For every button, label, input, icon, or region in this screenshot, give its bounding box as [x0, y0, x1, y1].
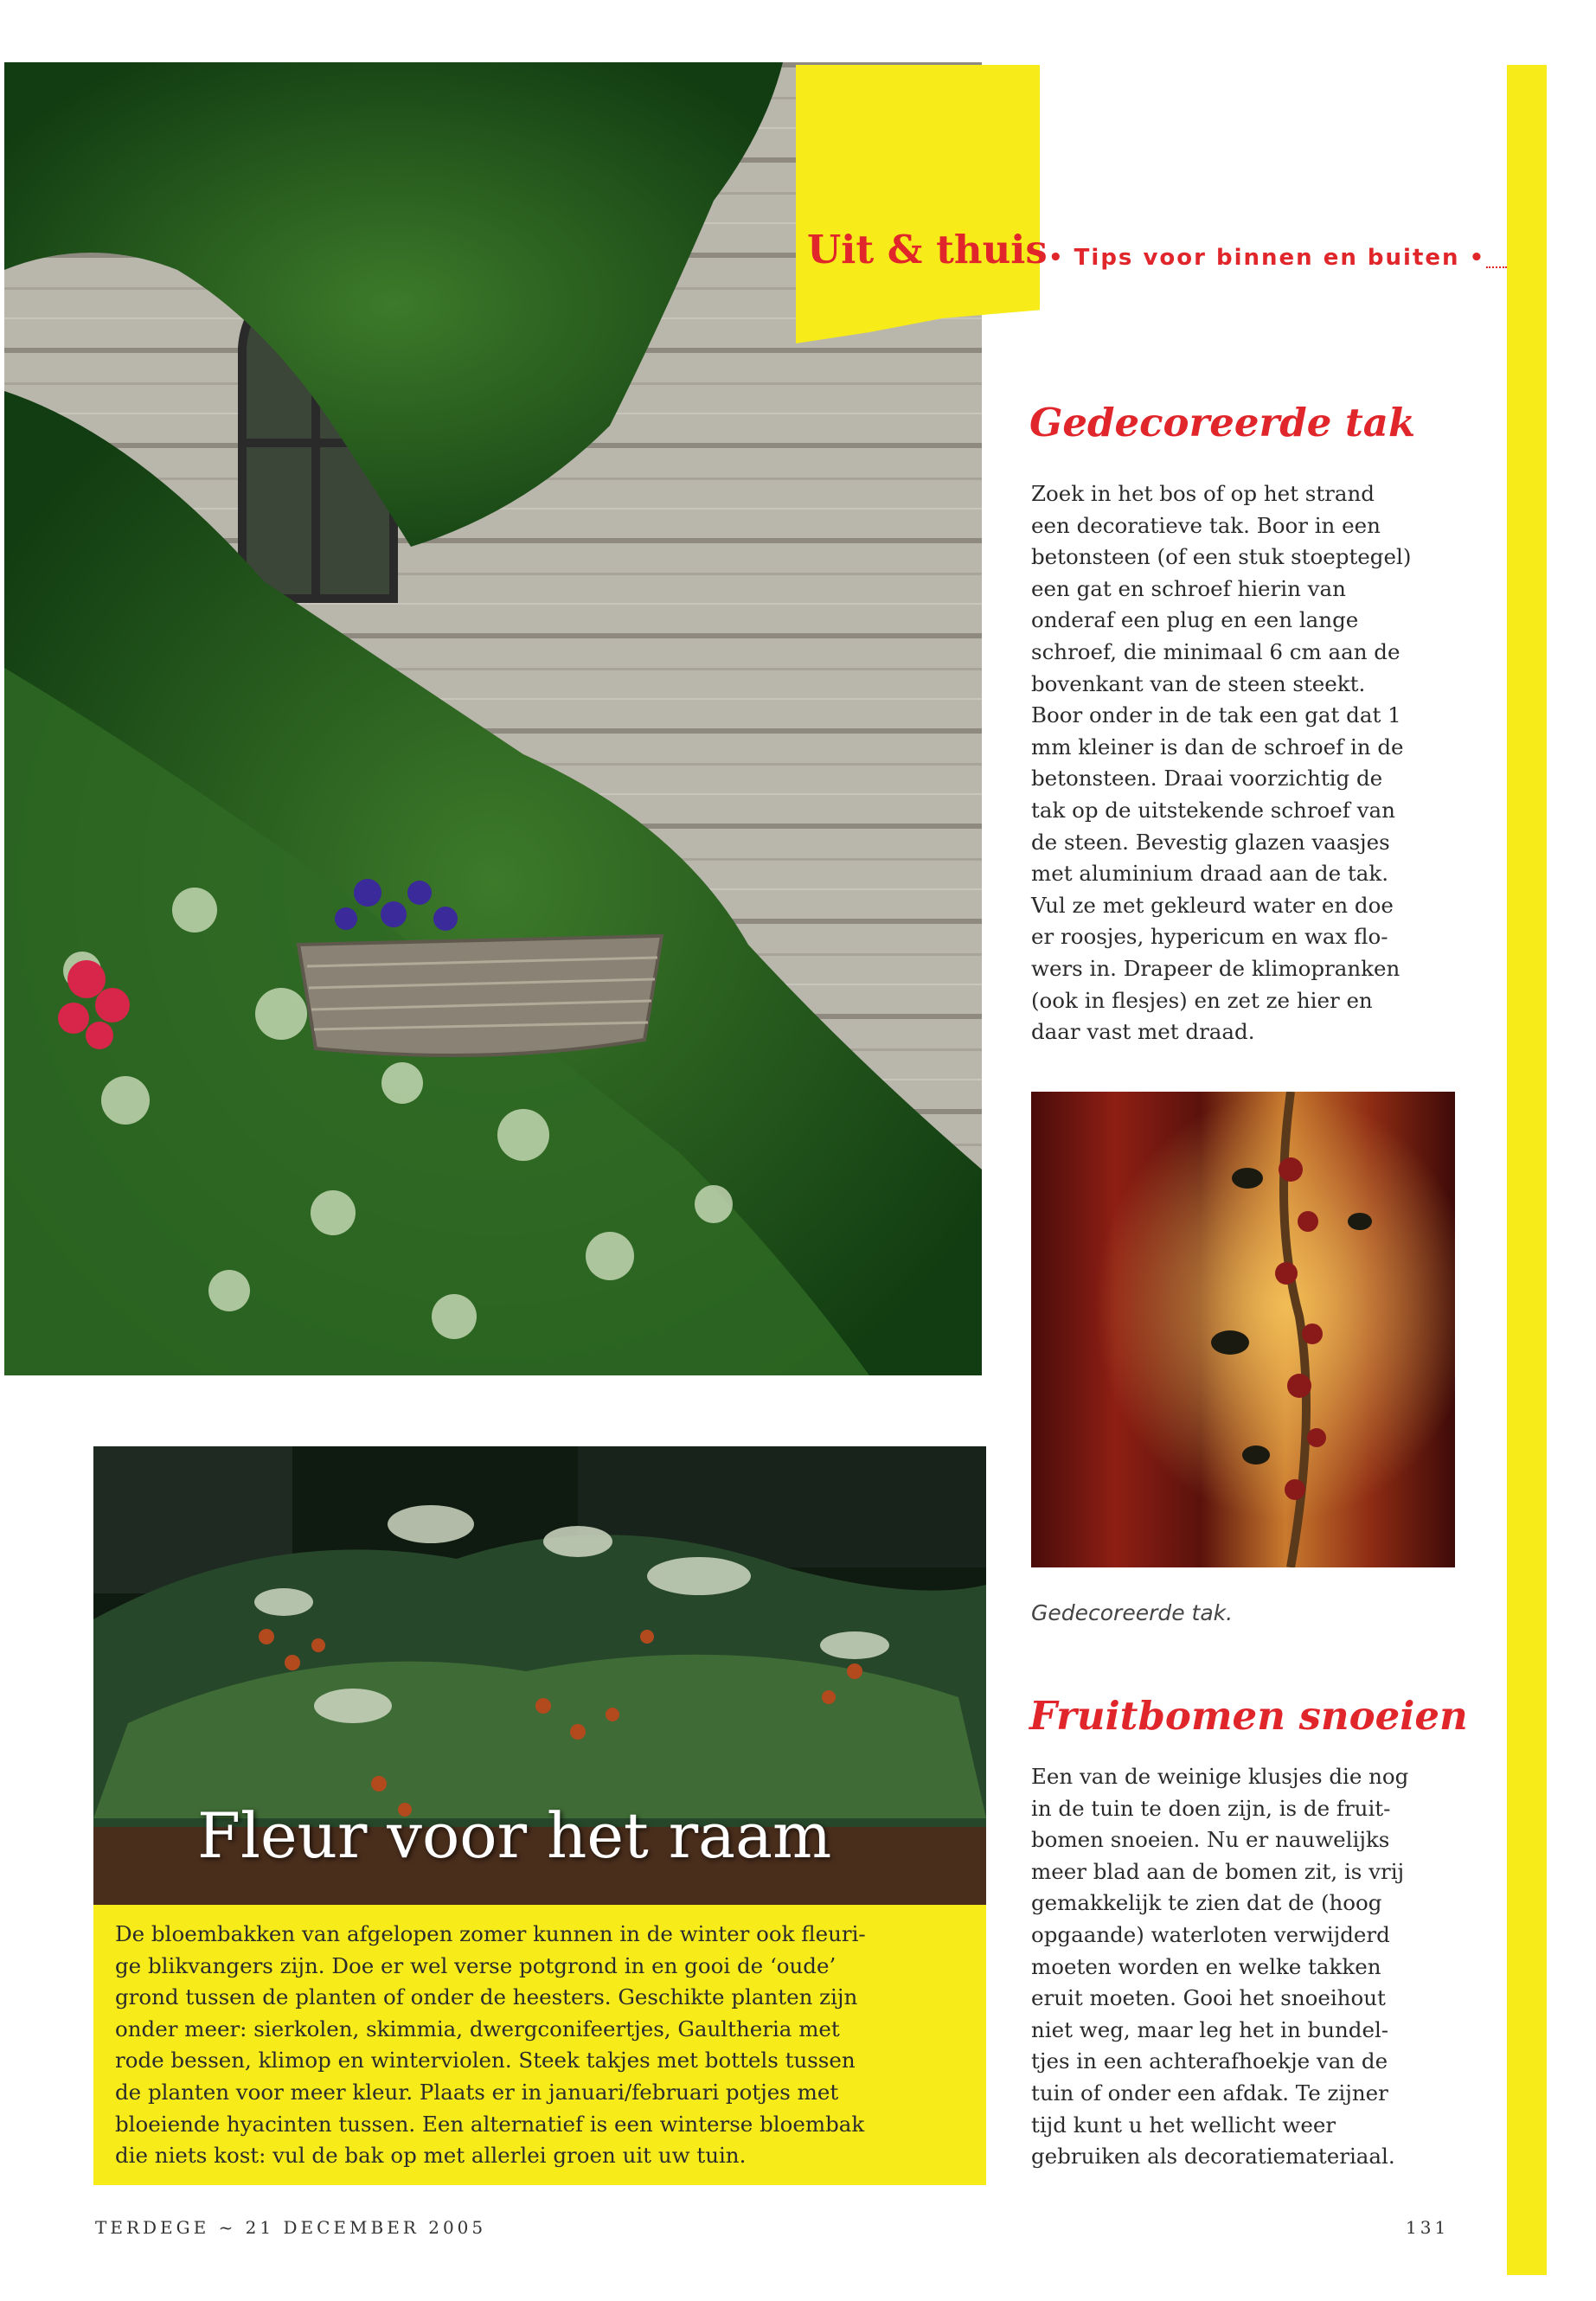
decorated-branch-photo: [1031, 1092, 1455, 1567]
section-title: Uit & thuis: [807, 227, 1048, 272]
text-line: een decoratieve tak. Boor in een: [1031, 512, 1381, 538]
text-line: wers in. Drapeer de klimopranken: [1031, 955, 1401, 981]
text-line: niet weg, maar leg het in bundel-: [1031, 2016, 1389, 2042]
text-line: onder meer: sierkolen, skimmia, dwergconifeertjes, Gaultheria met: [115, 2016, 840, 2041]
text-line: onderaf een plug en een lange: [1031, 607, 1359, 633]
text-line: ge blikvangers zijn. Doe er wel verse potgrond in en gooi de ‘oude’: [115, 1952, 836, 1978]
text-line: betonsteen (of een stuk stoeptegel): [1031, 544, 1412, 570]
text-line: grond tussen de planten of onder de heesters. Geschikte planten zijn: [115, 1984, 858, 2010]
text-line: Zoek in het bos of op het strand: [1031, 481, 1375, 506]
footer-publication: TERDEGE ~ 21 DECEMBER 2005: [95, 2217, 487, 2238]
text-line: bomen snoeien. Nu er nauwelijks: [1031, 1827, 1390, 1853]
text-line: tuin of onder een afdak. Te zijner: [1031, 2080, 1388, 2106]
text-line: rode bessen, klimop en winterviolen. Steek takjes met bottels tussen: [115, 2048, 856, 2073]
header-dotted-rule: [1486, 249, 1507, 268]
text-line: tjes in een achterafhoekje van de: [1031, 2048, 1388, 2074]
text-line: betonsteen. Draai voorzichtig de: [1031, 766, 1383, 792]
photo-caption: Gedecoreerde tak.: [1031, 1600, 1234, 1625]
text-line: er roosjes, hypericum en wax flo-: [1031, 924, 1388, 950]
text-line: opgaande) waterloten verwijderd: [1031, 1921, 1390, 1947]
text-line: moeten worden en welke takken: [1031, 1953, 1381, 1979]
text-line: tijd kunt u het wellicht weer: [1031, 2112, 1336, 2138]
text-line: bovenkant van de steen steekt.: [1031, 670, 1366, 696]
section-tagline: • Tips voor binnen en buiten •: [1048, 245, 1486, 271]
footer-page-number: 131: [1406, 2217, 1450, 2238]
section-tab: [796, 65, 1040, 343]
text-line: Een van de weinige klusjes die nog: [1031, 1764, 1409, 1789]
text-line: met aluminium draad aan de tak.: [1031, 861, 1388, 887]
yellow-side-bar: [1507, 65, 1547, 2275]
text-line: Boor onder in de tak een gat dat 1: [1031, 702, 1401, 728]
text-line: Vul ze met gekleurd water en doe: [1031, 892, 1394, 918]
text-line: gebruiken als decoratiemateriaal.: [1031, 2144, 1395, 2170]
text-line: eruit moeten. Gooi het snoeihout: [1031, 1985, 1386, 2011]
article-heading-fruit: Fruitbomen snoeien: [1029, 1693, 1468, 1739]
text-line: die niets kost: vul de bak op met allerlei groen uit uw tuin.: [115, 2143, 747, 2169]
article-body-window: [115, 1919, 866, 2172]
text-line: daar vast met draad.: [1031, 1019, 1255, 1045]
text-line: schroef, die minimaal 6 cm aan de: [1031, 638, 1401, 664]
text-line: een gat en schroef hierin van: [1031, 575, 1346, 601]
text-line: de planten voor meer kleur. Plaats er in januari/februari potjes met: [115, 2079, 839, 2105]
text-line: (ook in flesjes) en zet ze hier en: [1031, 987, 1373, 1013]
text-line: de steen. Bevestig glazen vaasjes: [1031, 829, 1390, 855]
text-line: De bloembakken van afgelopen zomer kunnen in de winter ook fleuri-: [115, 1921, 866, 1946]
text-line: mm kleiner is dan de schroef in de: [1031, 734, 1404, 760]
article-body-fruit: [1031, 1761, 1408, 2173]
article-heading-branch: Gedecoreerde tak: [1029, 400, 1416, 445]
text-line: bloeiende hyacinten tussen. Een alternatief is een winterse bloembak: [115, 2111, 865, 2137]
text-line: meer blad aan de bomen zit, is vrij: [1031, 1858, 1405, 1884]
article-body-branch: [1031, 478, 1411, 1048]
text-line: in de tuin te doen zijn, is de fruit-: [1031, 1795, 1391, 1821]
text-line: tak op de uitstekende schroef van: [1031, 797, 1395, 823]
flower-box-overlay-title: Fleur voor het raam: [197, 1799, 832, 1872]
text-line: gemakkelijk te zien dat de (hoog: [1031, 1890, 1382, 1916]
